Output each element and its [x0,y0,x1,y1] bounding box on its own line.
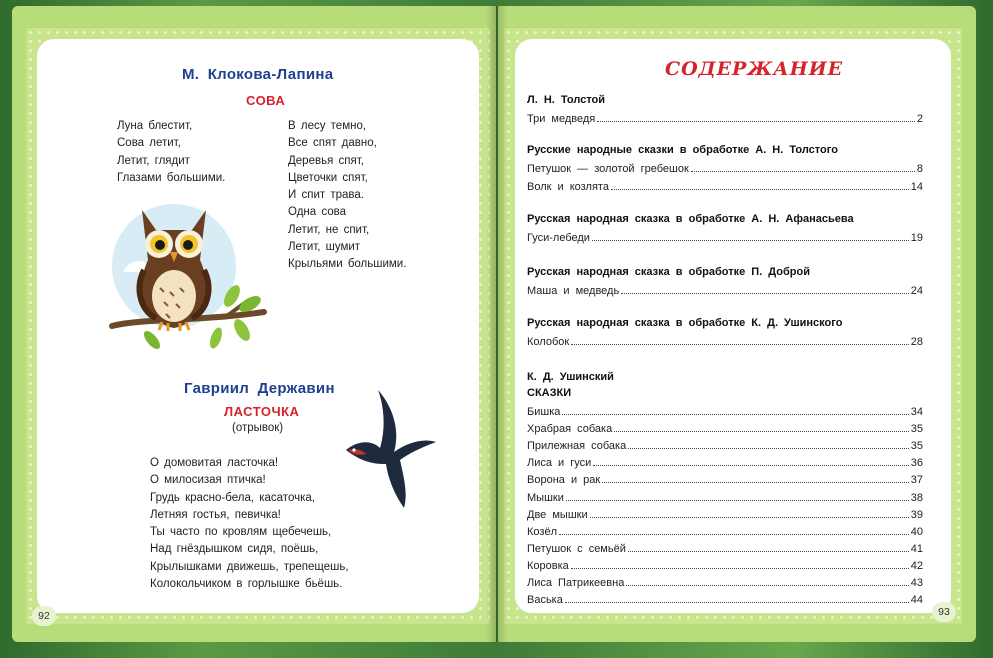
toc-section-heading: Русские народные сказки в обработке А. Н. Толстого [527,144,838,156]
toc-section-heading: Русская народная сказка в обработке А. Н. Афанасьева [527,213,854,225]
poem2-subtitle: (отрывок) [232,422,284,434]
toc-entry-page: 37 [910,474,923,487]
toc-entry[interactable] [527,159,923,175]
toc-entry-leader [614,431,909,432]
poem2-text [150,455,349,593]
poem-line: Крыльями большими. [288,258,407,271]
poem-line: Крылышками движешь, трепещешь, [150,560,349,573]
toc-entry-leader [559,534,909,535]
toc-entry-leader [593,465,908,466]
toc-entry-page: 28 [910,336,923,348]
page-number-right: 93 [932,602,956,622]
toc-entry-page: 43 [910,577,923,589]
toc-entry[interactable] [527,453,923,469]
toc-entry-leader [592,240,909,241]
toc-entry-title: Петушок — золотой гребешок [527,163,689,175]
toc-entry-page: 14 [910,180,923,193]
toc-entry-title: Ворона и рак [527,474,601,487]
toc-entry-title: Лиса и гуси [527,457,592,470]
poem-line: Летит, глядит [117,154,190,167]
toc-entry[interactable] [527,281,923,297]
poem-line: Колокольчиком в горлышке бьёшь. [150,578,343,591]
poem1-title: СОВА [246,93,286,108]
poem-line: Ты часто по кровлям щебечешь, [150,526,332,539]
page-number-left: 92 [32,606,56,626]
toc-entry[interactable] [527,488,923,504]
owl-illustration [104,200,274,360]
toc-entry[interactable] [527,590,923,606]
toc-entry[interactable] [527,470,923,486]
toc-entry-page: 35 [910,423,923,436]
toc-section-heading: К. Д. Ушинский [527,371,614,383]
toc-entry-leader [602,482,909,483]
swallow-illustration [338,388,438,510]
poem-line: Все спят давно, [288,137,377,150]
toc-entry-title: Васька [527,594,563,607]
toc-entry-title: Лиса Патрикеевна [527,577,625,589]
toc-entry-page: 35 [910,440,923,453]
poem-line: Летняя гостья, певичка! [150,508,281,521]
poem-line: В лесу темно, [288,120,367,132]
toc-entry-title: Маша и медведь [527,285,620,297]
poem2-author: Гавриил Державин [184,380,335,397]
poem-line: О домовитая ласточка! [150,457,279,469]
toc-entry-title: Три медведя [527,113,596,125]
toc-entry-title: Мышки [527,491,564,504]
toc-entry[interactable] [527,419,923,435]
poem1-author: М. Клокова-Лапина [182,66,334,83]
toc-entry-leader [562,414,908,415]
toc-entry[interactable] [527,573,923,589]
poem-line: Деревья спят, [288,154,364,167]
poem-line: Летит, не спит, [288,223,370,236]
toc-section-heading: Л. Н. Толстой [527,94,606,106]
poem-line: Цветочки спят, [288,171,368,184]
toc-entry-leader [628,448,909,449]
poem-line: Над гнёздышком сидя, поёшь, [150,543,319,556]
toc-entry-title: Колобок [527,336,570,348]
toc-entry-title: Бишка [527,406,561,418]
toc-entry-leader [597,121,915,122]
toc-heading: СОДЕРЖАНИЕ [665,58,844,80]
toc-entry[interactable] [527,402,923,418]
toc-entry-leader [565,602,909,603]
toc-entry-page: 40 [910,525,923,538]
poem-line: Сова летит, [117,137,181,150]
toc-entry-leader [590,517,909,518]
toc-entry-leader [626,585,908,586]
toc-entry-title: Гуси-лебеди [527,232,590,244]
poem1-column2 [288,118,406,274]
toc-entry-leader [566,500,909,501]
toc-entry-leader [571,568,909,569]
poem-line: Одна сова [288,206,346,219]
toc-entry-leader [691,171,915,172]
toc-entry-title: Петушок с семьёй [527,542,626,555]
toc-entry[interactable] [527,228,923,244]
book-gutter [486,6,508,642]
toc-entry-page: 44 [910,594,923,607]
toc-entry[interactable] [527,505,923,521]
poem-line: О милосизая птичка! [150,474,266,487]
toc-entry-title: Прилежная собака [527,440,627,453]
toc-entry-page: 36 [910,457,923,470]
toc-entry-title: Две мышки [527,508,588,521]
poem-line: Луна блестит, [117,120,193,132]
toc-entry-page: 19 [910,232,923,244]
toc-entry-page: 41 [910,542,923,555]
poem-line: Глазами большими. [117,171,226,184]
toc-section-heading: Русская народная сказка в обработке П. Доброй [527,266,810,278]
toc-entry-page: 8 [916,163,923,175]
toc-entry-page: 34 [910,406,923,418]
toc-entry-leader [571,344,909,345]
poem-line: Грудь красно-бела, касаточка, [150,491,315,504]
toc-entry-page: 39 [910,508,923,521]
toc-entry-title: Храбрая собака [527,423,613,436]
toc-section-heading: Русская народная сказка в обработке К. Д. Ушинского [527,317,843,329]
toc-entry[interactable] [527,332,923,348]
toc-entry-leader [628,551,909,552]
toc-entry-title: Коровка [527,559,569,572]
toc-entry[interactable] [527,556,923,572]
toc-entry-leader [611,189,909,190]
toc-entry[interactable] [527,109,923,125]
poem2-title: ЛАСТОЧКА [224,404,300,419]
toc-entry-title: Волк и козлята [527,180,609,193]
toc-entry-page: 24 [910,285,923,297]
toc-entry[interactable] [527,436,923,452]
toc-entry-leader [621,293,909,294]
toc-entry[interactable] [527,177,923,193]
toc-entry-page: 2 [916,113,923,125]
toc-entry-title: Козёл [527,525,557,538]
toc-entry-page: 42 [910,559,923,572]
poem-line: Летит, шумит [288,241,361,254]
toc-section-subheading: СКАЗКИ [527,387,572,399]
toc-entry[interactable] [527,539,923,555]
toc-entry-page: 38 [910,491,923,504]
poem1-column1 [117,118,225,187]
toc-entry[interactable] [527,522,923,538]
poem-line: И спит трава. [288,189,364,202]
